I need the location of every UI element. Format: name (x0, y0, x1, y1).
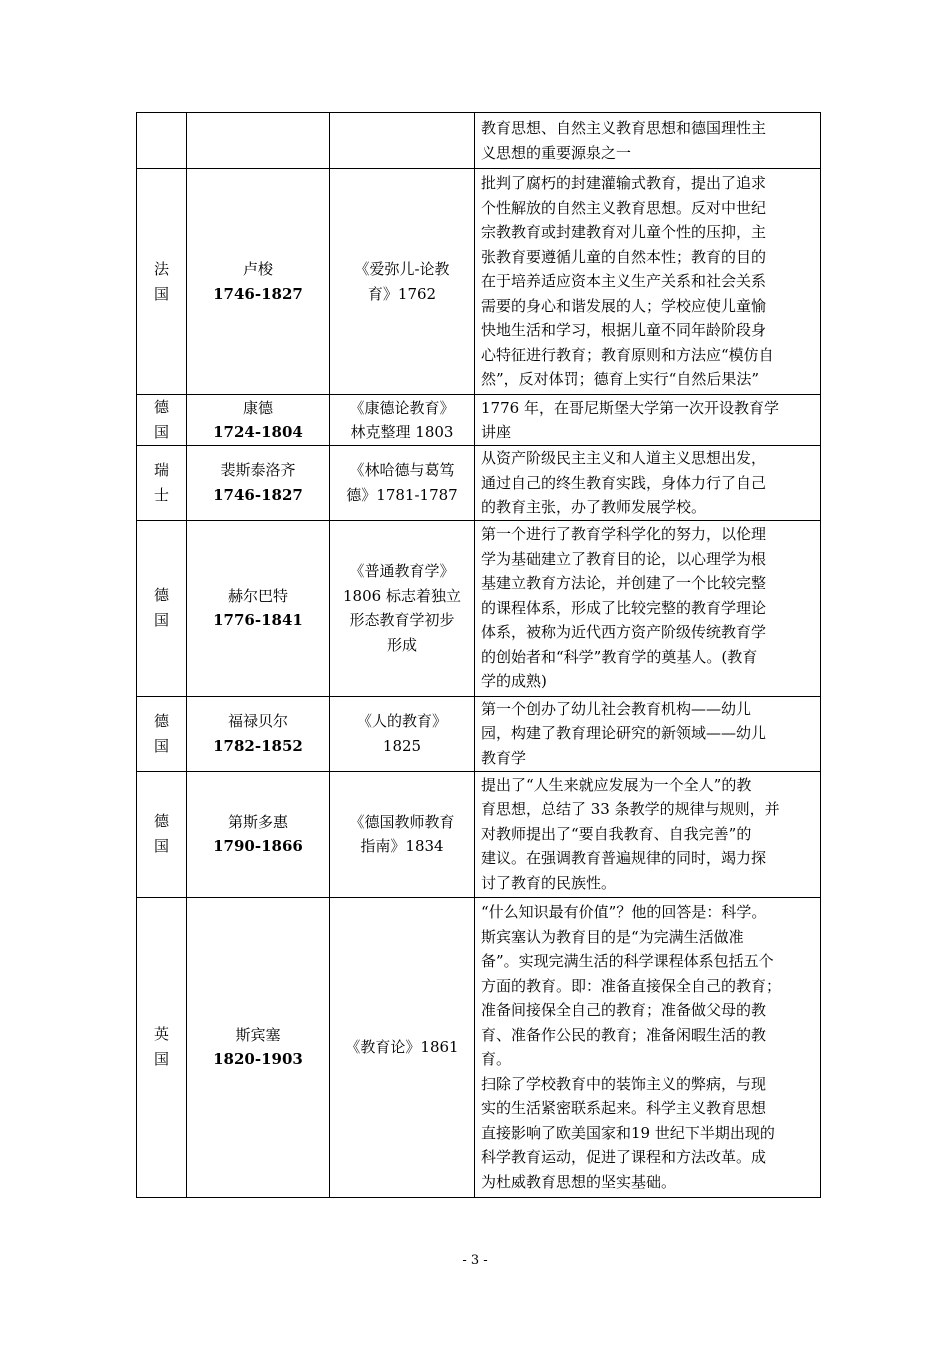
country-cell (137, 169, 187, 395)
work-title-line: 德》1781-1787 (346, 485, 458, 504)
table-row (137, 446, 821, 521)
work-title-line: 《人的教育》 (356, 712, 447, 730)
contribution-text-line: 体系，被称为近代西方资产阶级传统教育学 (481, 623, 767, 642)
contribution-cell (475, 446, 821, 521)
educator-years: 1782-1852 (213, 736, 303, 755)
table-body (137, 113, 821, 1198)
work-title-line: 1825 (382, 736, 422, 755)
contribution-text-line: 育、准备作公民的教育；准备闲暇生活的教 (481, 1025, 767, 1044)
contribution-cell (475, 520, 821, 696)
country-cell (137, 446, 187, 521)
contribution-text-line: 在于培养适应资本主义生产关系和社会关系 (481, 272, 767, 291)
educator-cell (187, 169, 330, 395)
contribution-text-line: 教育学 (481, 748, 527, 767)
contribution-text-line: 讲座 (481, 423, 512, 441)
contribution-text-line: “什么知识最有价值”？他的回答是：科学。 (481, 903, 767, 921)
contribution-text-line: 快地生活和学习，根据儿童不同年龄阶段身 (481, 321, 767, 340)
contribution-text-line: 科学教育运动，促进了课程和方法改革。成 (481, 1148, 767, 1166)
contribution-text-line: 园，构建了教育理论研究的新领域——幼儿 (481, 724, 767, 743)
table-row (137, 169, 821, 395)
contribution-text-line: 备”。实现完满生活的科学课程体系包括五个 (481, 952, 774, 970)
work-title-line: 《教育论》1861 (345, 1037, 459, 1056)
work-cell (330, 169, 475, 395)
educator-name: 康德 (242, 398, 273, 417)
contribution-text-line: 心特征进行教育；教育原则和方法应“模仿自 (481, 345, 774, 364)
contribution-text-line: 基建立教育方法论，并创建了一个比较完整 (481, 574, 767, 593)
table-row (137, 897, 821, 1197)
page-number: - 3 - (462, 1253, 488, 1268)
work-cell (330, 771, 475, 897)
country-name: 德国 (153, 398, 169, 441)
contribution-text-line: 第一个进行了教育学科学化的努力，以伦理 (481, 525, 767, 544)
contribution-text-line: 实的生活紧密联系起来。科学主义教育思想 (481, 1099, 767, 1117)
educator-name: 赫尔巴特 (227, 586, 288, 605)
work-title-line: 指南》1834 (360, 837, 444, 855)
work-cell (330, 696, 475, 771)
work-title-line: 形成 (386, 635, 417, 654)
contribution-text-line: 育思想，总结了 33 条教学的规律与规则，并 (481, 800, 780, 819)
table-row (137, 771, 821, 897)
contribution-text-line: 义思想的重要源泉之一 (481, 143, 632, 162)
contribution-cell (475, 169, 821, 395)
country-name: 瑞士 (153, 460, 169, 504)
contribution-text-line: 的课程体系，形成了比较完整的教育学理论 (481, 598, 767, 617)
country-cell (137, 113, 187, 169)
work-cell (330, 520, 475, 696)
educator-cell (187, 771, 330, 897)
contribution-text-line: 需要的身心和谐发展的人；学校应使儿童愉 (481, 296, 767, 315)
contribution-text-line: 批判了腐朽的封建灌输式教育，提出了追求 (481, 174, 767, 193)
work-title-line: 1806 标志着独立 (343, 586, 461, 605)
contribution-cell (475, 395, 821, 446)
contribution-text-line: 教育思想、自然主义教育思想和德国理性主 (481, 119, 767, 137)
table-row (137, 113, 821, 169)
contribution-text-line: 个性解放的自然主义教育思想。反对中世纪 (481, 198, 767, 217)
contribution-text-line: 然”，反对体罚；德育上实行“自然后果法” (481, 370, 760, 389)
contribution-text-line: 直接影响了欧美国家和19 世纪下半期出现的 (481, 1123, 775, 1142)
country-name: 英国 (153, 1025, 169, 1068)
contribution-text-line: 学为基础建立了教育目的论，以心理学为根 (481, 549, 767, 568)
contribution-text-line: 通过自己的终生教育实践，身体力行了自己 (481, 473, 767, 492)
work-title-line: 育》1762 (367, 284, 437, 303)
work-cell (330, 395, 475, 446)
educator-cell (187, 897, 330, 1197)
country-cell (137, 771, 187, 897)
contribution-text-line: 方面的教育。即：准备直接保全自己的教育； (481, 976, 782, 995)
contribution-text-line: 宗教教育或封建教育对儿童个性的压抑，主 (481, 223, 767, 242)
contribution-text-line: 提出了“人生来就应发展为一个全人”的教 (481, 775, 752, 794)
educator-name: 卢梭 (242, 260, 273, 278)
country-cell (137, 395, 187, 446)
country-name: 德国 (153, 711, 169, 755)
contribution-text-line: 的教育主张，办了教师发展学校。 (481, 498, 707, 516)
country-name: 德国 (153, 586, 169, 629)
education-history-table (136, 112, 821, 1198)
educator-name: 福禄贝尔 (227, 712, 288, 730)
country-name: 德国 (153, 812, 169, 855)
contribution-text-line: 为杜威教育思想的坚实基础。 (481, 1172, 677, 1191)
contribution-text-line: 扫除了学校教育中的装饰主义的弊病，与现 (481, 1074, 767, 1093)
educator-years: 1820-1903 (213, 1050, 303, 1068)
educator-cell (187, 520, 330, 696)
work-title-line: 形态教育学初步 (349, 611, 455, 629)
table-row (137, 395, 821, 446)
contribution-cell (475, 113, 821, 169)
work-title-line: 林克整理 1803 (350, 423, 454, 441)
contribution-text-line: 斯宾塞认为教育目的是“为完满生活做准 (481, 927, 744, 946)
educator-cell (187, 446, 330, 521)
educator-cell (187, 696, 330, 771)
country-cell (137, 520, 187, 696)
contribution-text-line: 第一个创办了幼儿社会教育机构——幼儿 (481, 699, 752, 718)
contribution-text-line: 准备间接保全自己的教育；准备做父母的教 (481, 1001, 767, 1019)
educator-years: 1776-1841 (213, 611, 303, 629)
educator-cell (187, 113, 330, 169)
contribution-text-line: 1776 年，在哥尼斯堡大学第一次开设教育学 (481, 398, 779, 417)
contribution-cell (475, 696, 821, 771)
country-cell (137, 696, 187, 771)
country-cell (137, 897, 187, 1197)
work-title-line: 《林哈德与葛笃 (349, 461, 455, 480)
table-row (137, 520, 821, 696)
contribution-text-line: 的创始者和“科学”教育学的奠基人。(教育 (481, 647, 758, 666)
table-row (137, 696, 821, 771)
educator-years: 1746-1827 (213, 284, 303, 303)
work-title-line: 《康德论教育》 (349, 398, 455, 417)
contribution-text-line: 从资产阶级民主主义和人道主义思想出发， (481, 449, 767, 467)
contribution-cell (475, 897, 821, 1197)
educator-years: 1724-1804 (213, 423, 303, 441)
educator-years: 1746-1827 (213, 485, 303, 504)
educator-cell (187, 395, 330, 446)
contribution-text-line: 讨了教育的民族性。 (481, 873, 617, 892)
work-title-line: 《德国教师教育 (349, 812, 455, 831)
contribution-text-line: 张教育要遵循儿童的自然本性；教育的目的 (481, 247, 767, 266)
work-cell (330, 446, 475, 521)
work-cell (330, 113, 475, 169)
work-title-line: 《爱弥儿-论教 (354, 260, 450, 278)
educator-name: 斯宾塞 (235, 1025, 281, 1044)
contribution-text-line: 学的成熟) (481, 672, 547, 691)
educator-name: 裴斯泰洛齐 (220, 461, 296, 480)
contribution-cell (475, 771, 821, 897)
work-title-line: 《普通教育学》 (349, 562, 455, 580)
contribution-text-line: 育。 (481, 1050, 512, 1068)
educator-years: 1790-1866 (213, 837, 303, 855)
educator-name: 第斯多惠 (227, 812, 288, 831)
contribution-text-line: 对教师提出了“要自我教育、自我完善”的 (481, 824, 752, 843)
country-name: 法国 (153, 259, 169, 303)
contribution-text-line: 建议。在强调教育普遍规律的同时，竭力探 (481, 849, 767, 868)
work-cell (330, 897, 475, 1197)
